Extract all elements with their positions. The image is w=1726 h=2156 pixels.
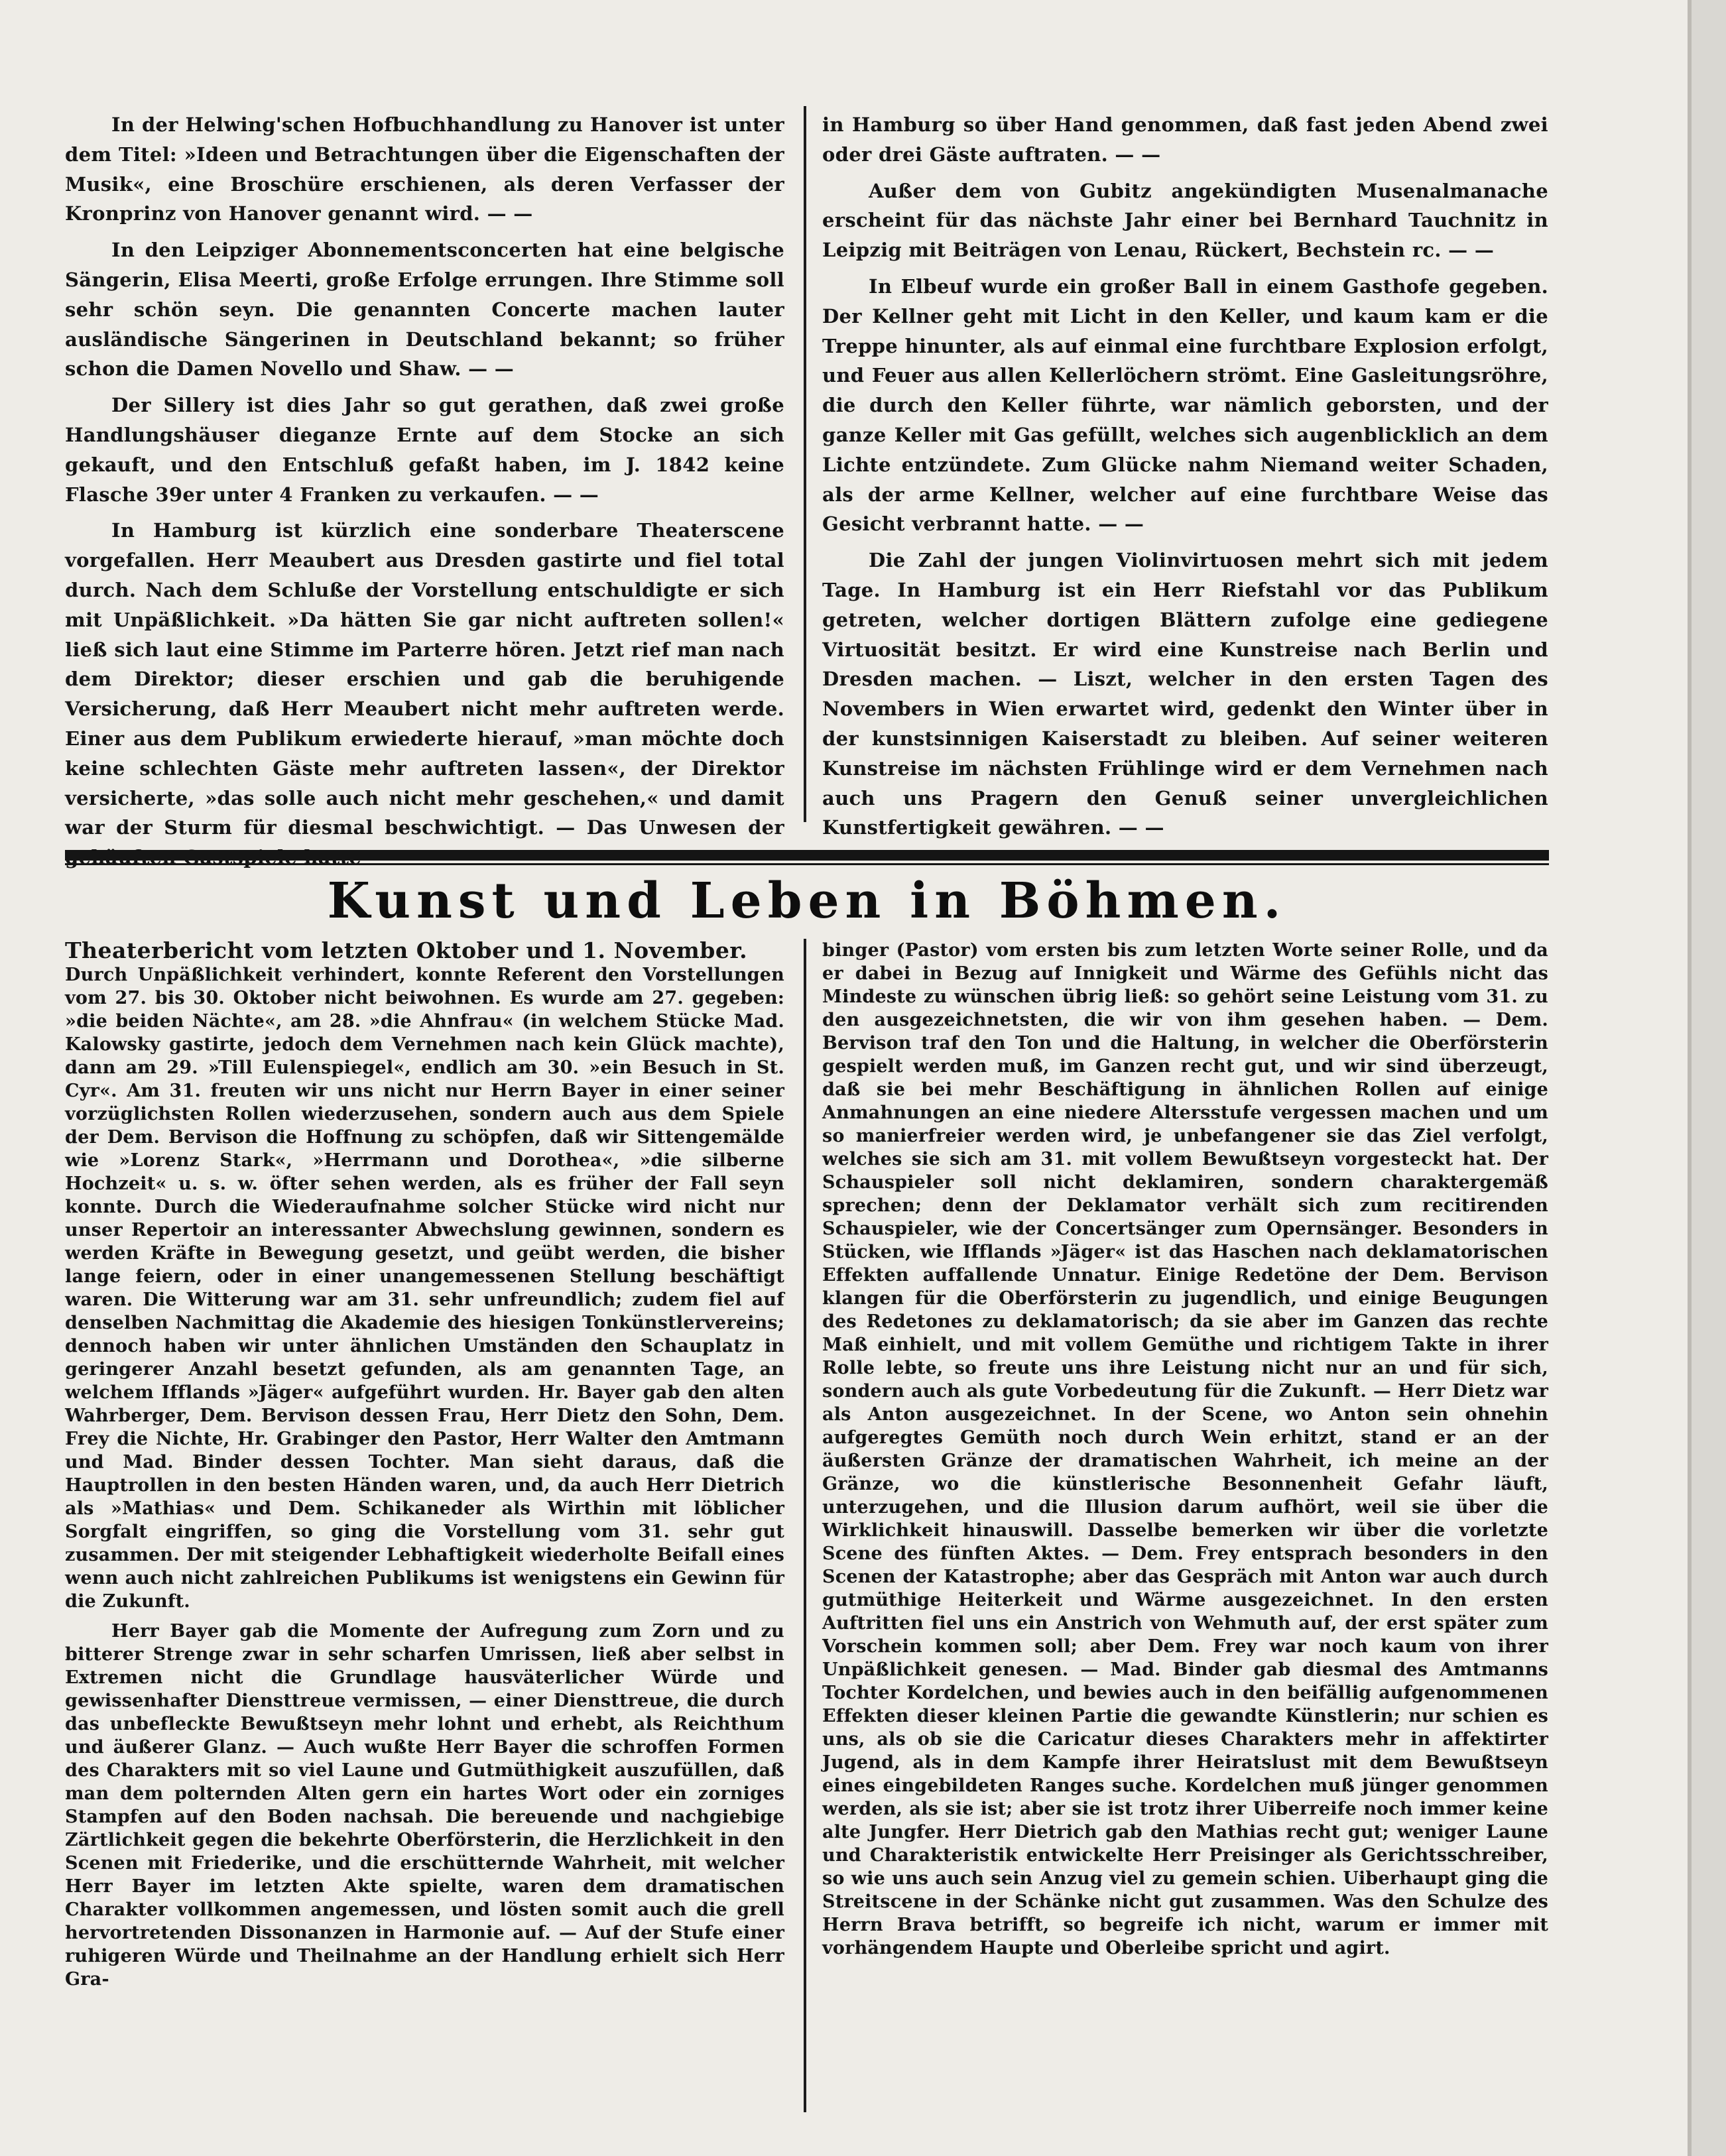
section-rule-thin — [65, 863, 1549, 865]
news-item: Außer dem von Gubitz angekündigten Musenalmanache erscheint für das nächste Jahr einer bei Bernhard Tauchnitz in Leipzig mit Beiträgen von Lenau, Rückert, Bechstein rc. — — — [822, 179, 1548, 262]
report-paragraph: Durch Unpäßlichkeit verhindert, konnte Referent den Vorstellungen vom 27. bis 30. Oktober nicht beiwohnen. Es wurde am 27. gegeben: »die beiden Nächte«, am 28. »die Ahnfrau« (in welchem Stücke Mad. Kalowsky gastirte, jedoch dem Vernehmen nach kein Glück machte), dann am 29. »Till Eulenspiegel«, endlich am 30. »ein Besuch in St. Cyr«. Am 31. freuten wir uns nicht nur Herrn Bayer in einer seiner vorzüglichsten Rollen wiederzusehen, sondern auch aus dem Spiele der Dem. Bervison die Hoffnung zu schöpfen, daß wir Sittengemälde wie »Lorenz Stark«, »Herrmann und Dorothea«, »die silberne Hochzeit« u. s. w. öfter sehen werden, als es früher der Fall seyn konnte. Durch die Wiederaufnahme solcher Stücke wird nicht nur unser Repertoir an interessanter Abwechslung gewinnen, sondern es werden Kräfte in Bewegung gesetzt, und geübt werden, die bisher lange feiern, oder in einer unangemessenen Stellung beschäftigt waren. Die Witterung war am 31. sehr unfreundlich; zudem fiel auf denselben Nachmittag die Akademie des hiesigen Tonkünstlervereins; dennoch haben wir unter ähnlichen Umständen den Schauplatz in geringerer Anzahl besetzt gefunden, als am genannten Tage, an welchem Ifflands »Jäger« aufgeführt wurden. Hr. Bayer gab den alten Wahrberger, Dem. Bervison dessen Frau, Herr Dietz den Sohn, Dem. Frey die Nichte, Hr. Grabinger den Pastor, Herr Walter den Amtmann und Mad. Binder dessen Tochter. Man sieht daraus, daß die Hauptrollen in den besten Händen waren, und, da auch Herr Dietrich als »Mathias« und Dem. Schikaneder als Wirthin mit löblicher Sorgfalt eingriffen, so ging die Vorstellung vom 31. sehr gut zusammen. Der mit steigender Lebhaftigkeit wiederholte Beifall eines wenn auch nicht zahlreichen Publikums ist wenigstens ein Gewinn für die Zukunft. — [65, 965, 784, 1612]
section-title: Kunst und Leben in Böhmen. — [327, 872, 1287, 929]
news-item: Der Sillery ist dies Jahr so gut gerathen, daß zwei große Handlungshäuser dieganze Ernte auf dem Stocke an sich gekauft, und den Entschluß gefaßt haben, im J. 1842 keine Flasche 39er unter 4 Franken zu verkaufen. — — — [65, 394, 784, 506]
column-divider — [804, 939, 806, 2112]
report-column-left — [65, 939, 784, 2132]
column-divider — [804, 106, 806, 822]
news-item: In der Helwing'schen Hofbuchhandlung zu Hanover ist unter dem Titel: »Ideen und Betrachtungen über die Eigenschaften der Musik«, eine Broschüre erschienen, als deren Verfasser der Kronprinz von Hanover genannt wird. — — — [65, 113, 784, 225]
report-column-right — [822, 939, 1548, 2132]
news-item: Die Zahl der jungen Violinvirtuosen mehrt sich mit jedem Tage. In Hamburg ist ein Herr Riefstahl vor das Publikum getreten, welcher dortigen Blättern zufolge eine gediegene Virtuosität besitzt. Er wird eine Kunstreise nach Berlin und Dresden machen. — Liszt, welcher in den ersten Tagen des Novembers in Wien erwartet wird, gedenkt den Winter über in der kunstsinnigen Kaiserstadt zu bleiben. Auf seiner weiteren Kunstreise im nächsten Frühlinge wird er dem Vernehmen nach auch uns Pragern den Genuß seiner unvergleichlichen Kunstfertigkeit gewähren. — — — [822, 549, 1548, 839]
report-headline: Theaterbericht vom letzten Oktober und 1. November. — [65, 937, 748, 963]
news-column-right — [822, 110, 1548, 839]
section-rule-thick — [65, 850, 1549, 861]
news-item: in Hamburg so über Hand genommen, daß fast jeden Abend zwei oder drei Gäste auftraten. — — — [822, 113, 1548, 166]
news-item: In den Leipziger Abonnementsconcerten hat eine belgische Sängerin, Elisa Meerti, große Erfolge errungen. Ihre Stimme soll sehr schön seyn. Die genannten Concerte machen lauter ausländische Sängerinen in Deutschland bekannt; so früher schon die Damen Novello und Shaw. — — — [65, 239, 784, 381]
news-item: In Elbeuf wurde ein großer Ball in einem Gasthofe gegeben. Der Kellner geht mit Licht in den Keller, und kaum kam er die Treppe hinunter, als auf einmal eine furchtbare Explosion erfolgt, und Feuer aus allen Kellerlöchern strömt. Eine Gasleitungsröhre, die durch den Keller führte, war nämlich geborsten, und der ganze Keller mit Gas gefüllt, welches sich augenblicklich an dem Lichte entzündete. Zum Glücke nahm Niemand weiter Schaden, als der arme Kellner, welcher auf eine furchtbare Weise das Gesicht verbrannt hatte. — — — [822, 274, 1548, 536]
report-paragraph: Herr Bayer gab die Momente der Aufregung zum Zorn und zu bitterer Strenge zwar in sehr scharfen Umrissen, ließ aber selbst in Extremen nicht die Grundlage hausväterlicher Würde und gewissenhafter Diensttreue vermissen, — einer Diensttreue, die durch das unbefleckte Bewußtseyn mehr lohnt und erhebt, als Reichthum und äußerer Glanz. — Auch wußte Herr Bayer die schroffen Formen des Charakters mit so viel Laune und Gutmüthigkeit auszufüllen, daß man dem polternden Alten gern ein hartes Wort oder ein zorniges Stampfen auf den Boden nachsah. Die bereuende und nachgiebige Zärtlichkeit gegen die bekehrte Oberförsterin, die Herzlichkeit in den Scenen mit Friederike, und die erschütternde Wahrheit, mit welcher Herr Bayer im letzten Akte spielte, waren dem dramatischen Charakter vollkommen angemessen, und lösten somit auch die grell hervortretenden Dissonanzen in Harmonie auf. — Auf der Stufe einer ruhigeren Würde und Theilnahme an der Handlung erhielt sich Herr Gra- — [65, 1621, 784, 1990]
report-paragraph: binger (Pastor) vom ersten bis zum letzten Worte seiner Rolle, und da er dabei in Bezug auf Innigkeit und Wärme des Gefühls nicht das Mindeste zu wünschen übrig ließ: so gehört seine Leistung vom 31. zu den ausgezeichnetsten, die wir von ihm gesehen haben. — Dem. Bervison traf den Ton und die Haltung, in welcher die Oberförsterin gespielt werden muß, im Ganzen recht gut, und wir sind überzeugt, daß sie bei mehr Beschäftigung in ähnlichen Rollen auf einige Anmahnungen an eine niedere Altersstufe vergessen machen und um so manierfreier werden wird, je unbefangener sie das Ziel verfolgt, welches sie sich am 31. mit vollem Bewußtseyn vorgesteckt hat. Der Schauspieler soll nicht deklamiren, sondern charaktergemäß sprechen; denn der Deklamator verhält sich zum recitirenden Schauspieler, wie der Concertsänger zum Opernsänger. Besonders in Stücken, wie Ifflands »Jäger« ist das Haschen nach deklamatorischen Effekten auffallende Unnatur. Einige Redetöne der Dem. Bervison klangen für die Oberförsterin zu jugendlich, und einige Beugungen des Redetones zu deklamatorisch; da sie aber im Ganzen das rechte Maß einhielt, und mit vollem Gemüthe und richtigem Takte in ihrer Rolle lebte, so freute uns ihre Leistung nicht nur an und für sich, sondern auch als gute Vorbedeutung für die Zukunft. — Herr Dietz war als Anton ausgezeichnet. In der Scene, wo Anton sein ohnehin aufgeregtes Gemüth noch durch Wein erhitzt, stand er an der äußersten Gränze der dramatischen Wahrheit, ich meine an der Gränze, wo die künstlerische Besonnenheit Gefahr läuft, unterzugehen, und die Illusion darum aufhört, weil sie über die Wirklichkeit hinauswill. Dasselbe bemerken wir über die vorletzte Scene des fünften Aktes. — Dem. Frey entsprach besonders in den Scenen der Katastrophe; aber das Gespräch mit Anton war auch durch gutmüthige Heiterkeit und Wärme ausgezeichnet. In den ersten Auftritten fiel uns ein Anstrich von Wehmuth auf, der erst später zum Vorschein kommen soll; aber Dem. Frey war noch kaum von ihrer Unpäßlichkeit genesen. — Mad. Binder gab diesmal des Amtmanns Tochter Kordelchen, und bewies auch in den beifällig aufgenommenen Effekten dieser kleinen Partie die gewandte Künstlerin; nur schien es uns, als ob sie die Caricatur dieses Charakters mehr in affektirter Jugend, als in dem Kampfe ihrer Heiratslust mit dem Bewußtseyn eines eingebildeten Ranges suche. Kordelchen muß jünger genommen werden, als sie ist; aber sie ist trotz ihrer Uiberreife noch immer keine alte Jungfer. Herr Dietrich gab den Mathias recht gut; weniger Laune und Charakteristik entwickelte Herr Preisinger als Gerichtsschreiber, so wie uns auch sein Anzug viel zu gemein schien. Uiberhaupt ging die Streitscene in der Schänke nicht gut zusammen. Was den Schulze des Herrn Brava betrifft, so begreife ich nicht, warum er immer mit vorhängendem Haupte und Oberleibe spricht und agirt. — [822, 940, 1548, 1958]
news-column-left — [65, 110, 784, 839]
news-item: In Hamburg ist kürzlich eine sonderbare Theaterscene vorgefallen. Herr Meaubert aus Dresden gastirte und fiel total durch. Nach dem Schluße der Vorstellung entschuldigte er sich mit Unpäßlichkeit. »Da hätten Sie gar nicht auftreten sollen!« ließ sich laut eine Stimme im Parterre hören. Jetzt rief man nach dem Direktor; dieser erschien und gab die beruhigende Versicherung, daß Herr Meaubert nicht mehr auftreten werde. Einer aus dem Publikum erwiederte hierauf, »man möchte doch keine schlechten Gäste mehr auftreten lassen«, der Direktor versicherte, »das solle auch nicht mehr geschehen,« und damit war der Sturm für diesmal beschwichtigt. — Das Unwesen der — [65, 519, 784, 839]
